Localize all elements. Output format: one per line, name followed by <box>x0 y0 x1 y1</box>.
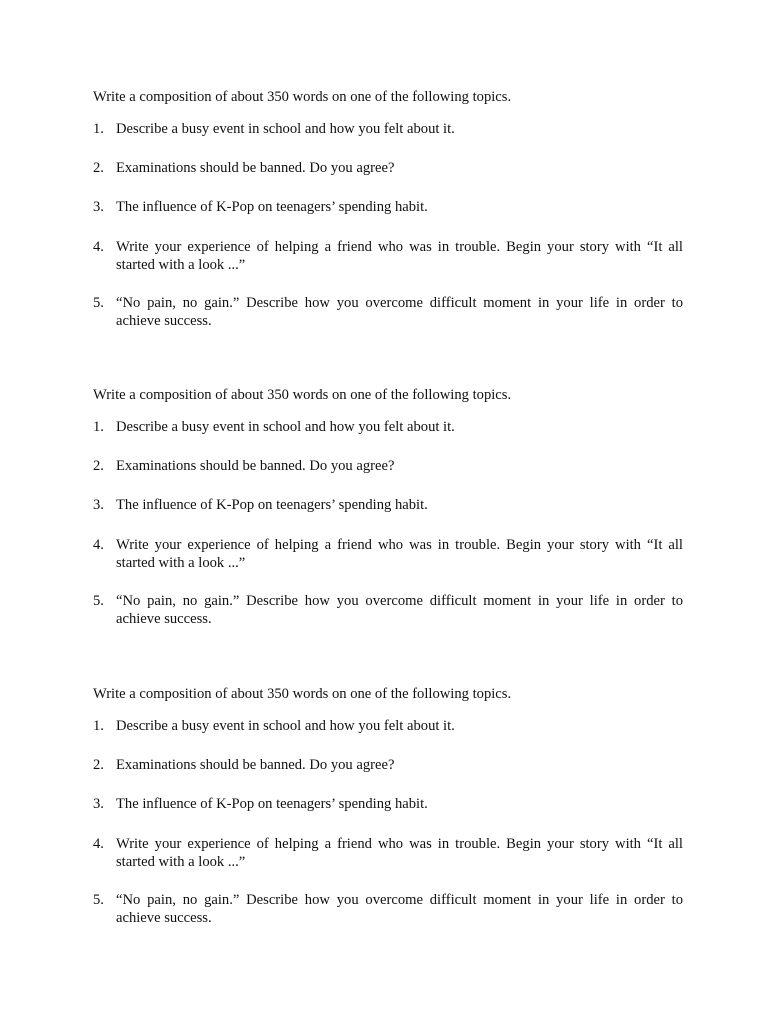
topic-text: Write your experience of helping a friend who was in trouble. Begin your story with “It all started with a look ...” <box>116 239 683 273</box>
topic-text: “No pain, no gain.” Describe how you overcome difficult moment in your life in order to achieve success. <box>116 295 683 329</box>
topic-text: Describe a busy event in school and how you felt about it. <box>116 121 455 137</box>
topic-number: 3. <box>93 796 104 812</box>
section-instruction: Write a composition of about 350 words on one of the following topics. <box>93 89 512 105</box>
composition-section-3 <box>93 685 683 926</box>
topic-text: The influence of K-Pop on teenagers’ spending habit. <box>116 497 428 513</box>
topic-number: 3. <box>93 497 104 513</box>
topic-item-5 <box>93 891 683 927</box>
topic-number: 5. <box>93 295 104 311</box>
topic-number: 4. <box>93 239 104 255</box>
topic-item-4 <box>93 536 683 572</box>
topic-item-2 <box>93 457 683 475</box>
topic-text: Write your experience of helping a friend who was in trouble. Begin your story with “It all started with a look ...” <box>116 836 683 870</box>
topic-item-5 <box>93 592 683 628</box>
composition-section-2 <box>93 386 683 627</box>
section-instruction: Write a composition of about 350 words on one of the following topics. <box>93 686 512 702</box>
topic-number: 1. <box>93 121 104 137</box>
topic-text: Describe a busy event in school and how you felt about it. <box>116 419 455 435</box>
topic-item-2 <box>93 756 683 774</box>
topic-item-1 <box>93 120 683 138</box>
topic-number: 1. <box>93 419 104 435</box>
composition-section-1 <box>93 88 683 329</box>
topic-item-3 <box>93 198 683 216</box>
topic-item-1 <box>93 717 683 735</box>
topic-text: Describe a busy event in school and how you felt about it. <box>116 718 455 734</box>
topic-text: Examinations should be banned. Do you agree? <box>116 458 395 474</box>
topic-item-4 <box>93 238 683 274</box>
topic-number: 2. <box>93 160 104 176</box>
topic-item-5 <box>93 294 683 330</box>
topic-text: Write your experience of helping a friend who was in trouble. Begin your story with “It all started with a look ...” <box>116 537 683 571</box>
topic-number: 4. <box>93 537 104 553</box>
topic-number: 5. <box>93 892 104 908</box>
topic-item-1 <box>93 418 683 436</box>
topic-number: 2. <box>93 757 104 773</box>
topic-item-3 <box>93 496 683 514</box>
topic-number: 3. <box>93 199 104 215</box>
topic-item-4 <box>93 835 683 871</box>
topic-text: Examinations should be banned. Do you agree? <box>116 160 395 176</box>
topic-item-3 <box>93 795 683 813</box>
topic-text: The influence of K-Pop on teenagers’ spending habit. <box>116 199 428 215</box>
topic-text: The influence of K-Pop on teenagers’ spending habit. <box>116 796 428 812</box>
topic-number: 2. <box>93 458 104 474</box>
topic-number: 5. <box>93 593 104 609</box>
topic-text: “No pain, no gain.” Describe how you overcome difficult moment in your life in order to achieve success. <box>116 593 683 627</box>
topic-item-2 <box>93 159 683 177</box>
section-instruction: Write a composition of about 350 words on one of the following topics. <box>93 387 512 403</box>
topic-text: “No pain, no gain.” Describe how you overcome difficult moment in your life in order to achieve success. <box>116 892 683 926</box>
topic-number: 1. <box>93 718 104 734</box>
topic-number: 4. <box>93 836 104 852</box>
topic-text: Examinations should be banned. Do you agree? <box>116 757 395 773</box>
